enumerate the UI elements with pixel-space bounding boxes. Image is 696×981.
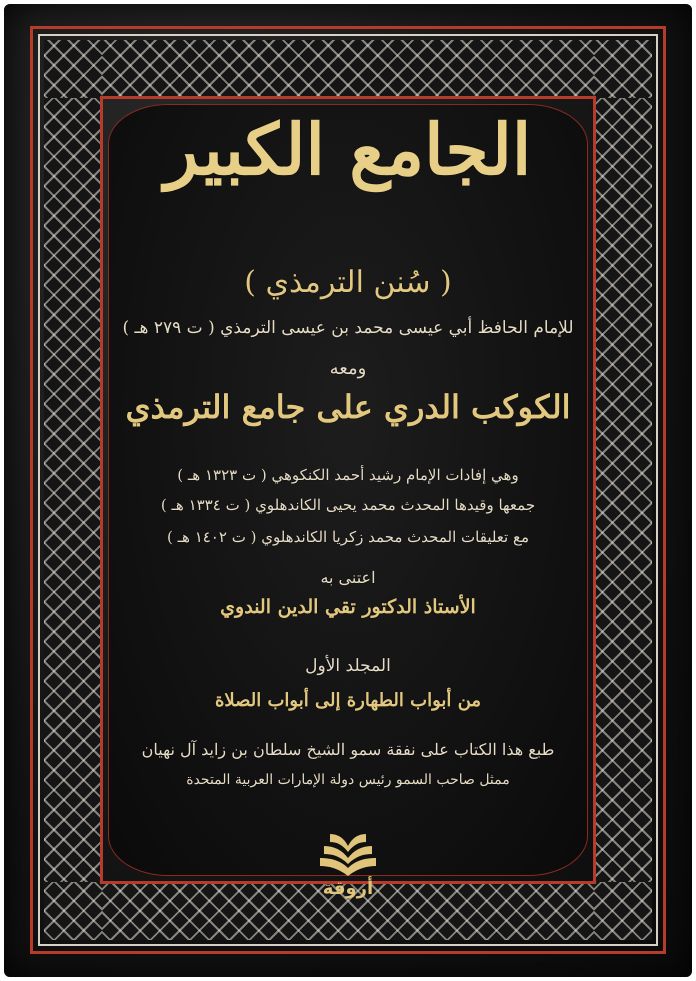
info-line-2: جمعها وقيدها المحدث محمد يحيى الكاندهلوي ( ت ١٣٣٤ هـ ) xyxy=(160,496,536,514)
info-line-1: وهي إفادات الإمام رشيد أحمد الكنكوهي ( ت ١٣٢٣ هـ ) xyxy=(177,466,519,484)
book-subtitle: ( سُنن الترمذي ) xyxy=(244,265,452,300)
volume-range: من أبواب الطهارة إلى أبواب الصلاة xyxy=(214,690,482,711)
editor-name: الأستاذ الدكتور تقي الدين الندوي xyxy=(220,596,476,618)
volume-label: المجلد الأول xyxy=(305,656,391,676)
open-book-logo-icon xyxy=(316,822,380,882)
book-title: الجامع الكبير xyxy=(164,108,532,191)
info-line-3: مع تعليقات المحدث محمد زكريا الكاندهلوي ( ت ١٤٠٢ هـ ) xyxy=(166,528,530,546)
care-label: اعتنى به xyxy=(320,568,376,587)
author-line: للإمام الحافظ أبي عيسى محمد بن عيسى الترمذي ( ت ٢٧٩ هـ ) xyxy=(122,318,574,338)
printed-note: طبع هذا الكتاب على نفقة سمو الشيخ سلطان بن زايد آل نهيان xyxy=(141,740,555,759)
commentary-title: الكوكب الدري على جامع الترمذي xyxy=(125,388,571,426)
publisher-name: أروقة xyxy=(322,878,374,899)
with-label: ومعه xyxy=(329,358,367,379)
representative-note: ممثل صاحب السمو رئيس دولة الإمارات العربية المتحدة xyxy=(186,772,510,788)
central-panel xyxy=(108,104,588,876)
